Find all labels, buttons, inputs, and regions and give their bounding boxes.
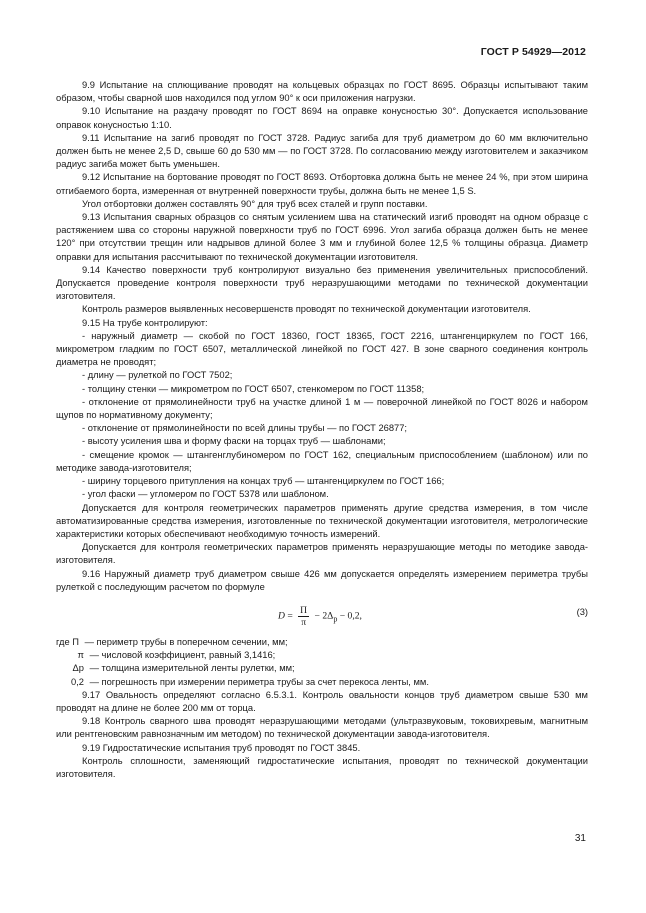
- clauses-section-bottom: [56, 689, 588, 781]
- paragraph: 9.12 Испытание на бортование проводят по ГОСТ 8693. Отбортовка должна быть не менее 24 %, при этом ширина отгибаемого борта, измеренная от внутренней поверхности трубы, должна быть не менее 1,5 S.: [56, 172, 588, 196]
- formula-term-2: 2Δ: [322, 610, 334, 622]
- definition-text: — числовой коэффициент, равный 3,1416;: [89, 650, 276, 661]
- paragraph: Контроль размеров выявленных несовершенств проводят по технической документации изготовителя.: [82, 304, 531, 315]
- paragraph: - отклонение от прямолинейности труб на участке длиной 1 м — поверочной линейкой по ГОСТ 8026 и набором щупов по нормативному документу;: [56, 396, 588, 421]
- paragraph: - толщину стенки — микрометром по ГОСТ 6507, стенкомером по ГОСТ 11358;: [82, 383, 425, 394]
- paragraph: 9.13 Испытания сварных образцов со снятым усилением шва на статический изгиб проводят на одном образце с растяжением шва со стороны наружной поверхности труб по ГОСТ 6996. Угол загиба образца должен быть не менее 120° при отсутствии трещин или надрывов длиной более 3 мм и глубиной более 12,5 % толщины образца. Диаметр оправки для испытания рассчитывают по технической документации изготовителя.: [56, 212, 588, 262]
- definition-symbol: где П: [56, 636, 79, 647]
- document-code-header: ГОСТ Р 54929—2012: [480, 46, 586, 58]
- formula-minus-2: −: [339, 610, 346, 622]
- formula-minus-1: −: [314, 610, 320, 622]
- paragraph: 9.9 Испытание на сплющивание проводят на кольцевых образцах по ГОСТ 8695. Образцы испытывают таким образом, чтобы сварной шов находился под углом 90° к оси приложения нагрузки.: [56, 80, 588, 104]
- paragraph: Контроль сплошности, заменяющий гидростатические испытания, проводят по технической документации изготовителя.: [56, 755, 588, 779]
- definition-row: [56, 662, 588, 675]
- formula-term-3: 0,2,: [347, 610, 362, 622]
- definition-row: [56, 636, 588, 649]
- definition-symbol: π: [77, 650, 84, 661]
- paragraph: 9.10 Испытание на раздачу проводят по ГОСТ 8694 на оправке конусностью 30°. Допускается использование оправок конусностью 1:10.: [56, 106, 588, 130]
- paragraph: 9.14 Качество поверхности труб контролируют визуально без применения увеличительных приспособлений. Допускается проведение контроля поверхности труб неразрушающими методами по технической документации изготовителя.: [56, 264, 588, 302]
- definition-symbol: Δр: [72, 663, 84, 674]
- paragraph: - отклонение от прямолинейности по всей длины трубы — по ГОСТ 26877;: [82, 423, 408, 434]
- definition-text: — погрешность при измерении периметра трубы за счет перекоса ленты, мм.: [89, 676, 429, 687]
- paragraph: 9.15 На трубе контролируют:: [82, 317, 208, 328]
- definition-text: — толщина измерительной ленты рулетки, мм;: [89, 663, 295, 674]
- paragraph: Угол отбортовки должен составлять 90° для труб всех сталей и групп поставки.: [82, 198, 428, 209]
- paragraph: - смещение кромок — штангенглубиномером по ГОСТ 162, специальным приспособлением (шаблоном) или по методике завода-изготовителя;: [56, 449, 588, 473]
- document-body: [56, 79, 588, 781]
- formula-fraction: [298, 605, 309, 628]
- definition-row: [56, 676, 588, 689]
- paragraph: Допускается для контроля геометрических параметров применять другие средства измерения, в том числе автоматизированные средства измерения, изготовленные по технической документации изготовителя, метрологические характеристики которых обеспечивают необходимую точность измерений.: [56, 502, 588, 539]
- paragraph: 9.18 Контроль сварного шва проводят неразрушающими методами (ультразвуковым, токовихревым, магнитным или рентгеновским равнозначным им методом) по технической документации завода-изготовителя.: [56, 716, 588, 740]
- paragraph: - угол фаски — угломером по ГОСТ 5378 или шаблоном.: [82, 489, 329, 500]
- formula-number: (3): [576, 606, 588, 617]
- paragraph: - наружный диаметр — скобой по ГОСТ 18360, ГОСТ 18365, ГОСТ 2216, штангенциркулем по ГОСТ 166, микрометром гладким по ГОСТ 6507, металлической линейкой по ГОСТ 427. В зоне сварного соединения контроль диаметра не проводят;: [56, 330, 588, 368]
- formula-denominator: π: [301, 616, 307, 628]
- definition-symbol: 0,2: [71, 676, 84, 687]
- paragraph: 9.11 Испытание на загиб проводят по ГОСТ 3728. Радиус загиба для труб диаметром до 60 мм включительно должен быть не менее 2,5 D, свыше 60 до 530 мм — по ГОСТ 3728. По согласованию между изготовителем и заказчиком радиус загиба может быть уменьшен.: [56, 132, 588, 170]
- page-number: 31: [574, 833, 586, 844]
- formula-lhs: D: [278, 610, 285, 622]
- formula-term-2-subscript: р: [333, 614, 338, 624]
- paragraph: 9.19 Гидростатические испытания труб проводят по ГОСТ 3845.: [82, 742, 361, 753]
- paragraph: - ширину торцевого притупления на концах труб — штангенциркулем по ГОСТ 166;: [82, 476, 445, 487]
- formula-equals: =: [287, 610, 293, 622]
- clauses-section-top: [56, 79, 588, 594]
- paragraph: 9.17 Овальность определяют согласно 6.5.3.1. Контроль овальности концов труб диаметром свыше 530 мм проводят на длине не более 200 мм от торца.: [56, 689, 588, 713]
- formula-definitions: [56, 636, 588, 689]
- paragraph: Допускается для контроля геометрических параметров применять неразрушающие методы по методике завода-изготовителя.: [56, 542, 588, 566]
- formula-expression: [278, 605, 362, 628]
- paragraph: - длину — рулеткой по ГОСТ 7502;: [82, 370, 233, 381]
- definition-row: [56, 649, 588, 662]
- paragraph: 9.16 Наружный диаметр труб диаметром свыше 426 мм допускается определять измерением периметра трубы рулеткой с последующим расчетом по формуле: [56, 568, 588, 592]
- paragraph: - высоту усиления шва и форму фаски на торцах труб — шаблонами;: [82, 436, 386, 447]
- formula-numerator: П: [300, 604, 308, 616]
- formula-3: [56, 600, 588, 632]
- definition-text: — периметр трубы в поперечном сечении, мм;: [84, 636, 288, 647]
